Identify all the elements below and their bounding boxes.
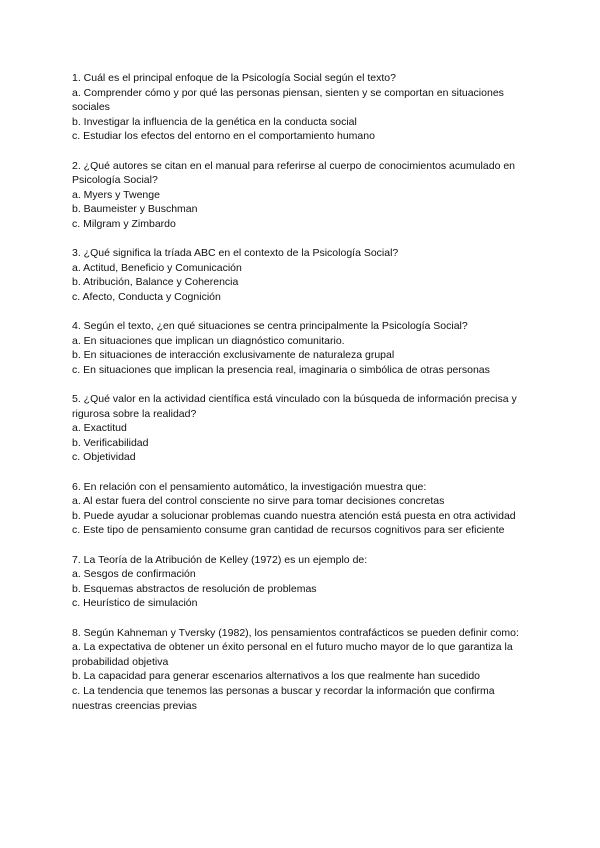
question-5 [72,392,532,465]
question-text: 8. Según Kahneman y Tversky (1982), los pensamientos contrafácticos se pueden definir como: [72,626,519,639]
option-a: a. En situaciones que implican un diagnóstico comunitario. [72,334,345,347]
question-1 [72,71,532,144]
option-c: c. Este tipo de pensamiento consume gran cantidad de recursos cognitivos para ser eficiente [72,524,505,537]
option-c: c. En situaciones que implican la presencia real, imaginaria o simbólica de otras personas [72,363,490,376]
question-text: 3. ¿Qué significa la tríada ABC en el contexto de la Psicología Social? [72,247,399,260]
option-b: b. Puede ayudar a solucionar problemas cuando nuestra atención está puesta en otra actividad [72,509,516,522]
option-a: a. Myers y Twenge [72,188,160,201]
question-list [72,71,532,728]
option-c: c. Estudiar los efectos del entorno en el comportamiento humano [72,130,375,143]
option-c: c. Heurístico de simulación [72,597,198,610]
question-7 [72,553,532,611]
option-c: c. La tendencia que tenemos las personas a buscar y recordar la información que confirma nuestras creencias previas [72,684,495,712]
question-2 [72,159,532,232]
question-3 [72,246,532,304]
option-a: a. La expectativa de obtener un éxito personal en el futuro mucho mayor de lo que garantiza la probabilidad objetiva [72,641,513,668]
question-text: 5. ¿Qué valor en la actividad científica está vinculado con la búsqueda de información precisa y rigurosa sobre la realidad? [72,393,517,420]
option-b: b. Baumeister y Buschman [72,203,198,216]
option-c: c. Afecto, Conducta y Cognición [72,290,221,303]
question-text: 6. En relación con el pensamiento automático, la investigación muestra que: [72,480,427,493]
option-b: b. Esquemas abstractos de resolución de problemas [72,582,317,595]
option-c: c. Objetividad [72,451,136,464]
question-text: 4. Según el texto, ¿en qué situaciones se centra principalmente la Psicología Social? [72,320,468,333]
question-6 [72,480,532,538]
option-b: b. Investigar la influencia de la genética en la conducta social [72,115,357,128]
option-b: b. En situaciones de interacción exclusivamente de naturaleza grupal [72,349,395,362]
option-a: a. Actitud, Beneficio y Comunicación [72,261,242,274]
question-8 [72,626,532,714]
question-4 [72,319,532,377]
option-b: b. Verificabilidad [72,436,149,449]
option-a: a. Al estar fuera del control consciente no sirve para tomar decisiones concretas [72,495,445,508]
option-a: a. Exactitud [72,422,127,435]
option-b: b. Atribución, Balance y Coherencia [72,276,239,289]
option-b: b. La capacidad para generar escenarios alternativos a los que realmente han sucedido [72,670,481,683]
question-text: 2. ¿Qué autores se citan en el manual para referirse al cuerpo de conocimientos acumulado en Psicología Social? [72,159,515,187]
question-text: 1. Cuál es el principal enfoque de la Psicología Social según el texto? [72,72,396,84]
option-a: a. Comprender cómo y por qué las personas piensan, sienten y se comportan en situaciones sociales [72,86,504,114]
option-c: c. Milgram y Zimbardo [72,217,176,230]
question-text: 7. La Teoría de la Atribución de Kelley (1972) es un ejemplo de: [72,553,368,566]
option-a: a. Sesgos de confirmación [72,568,196,581]
